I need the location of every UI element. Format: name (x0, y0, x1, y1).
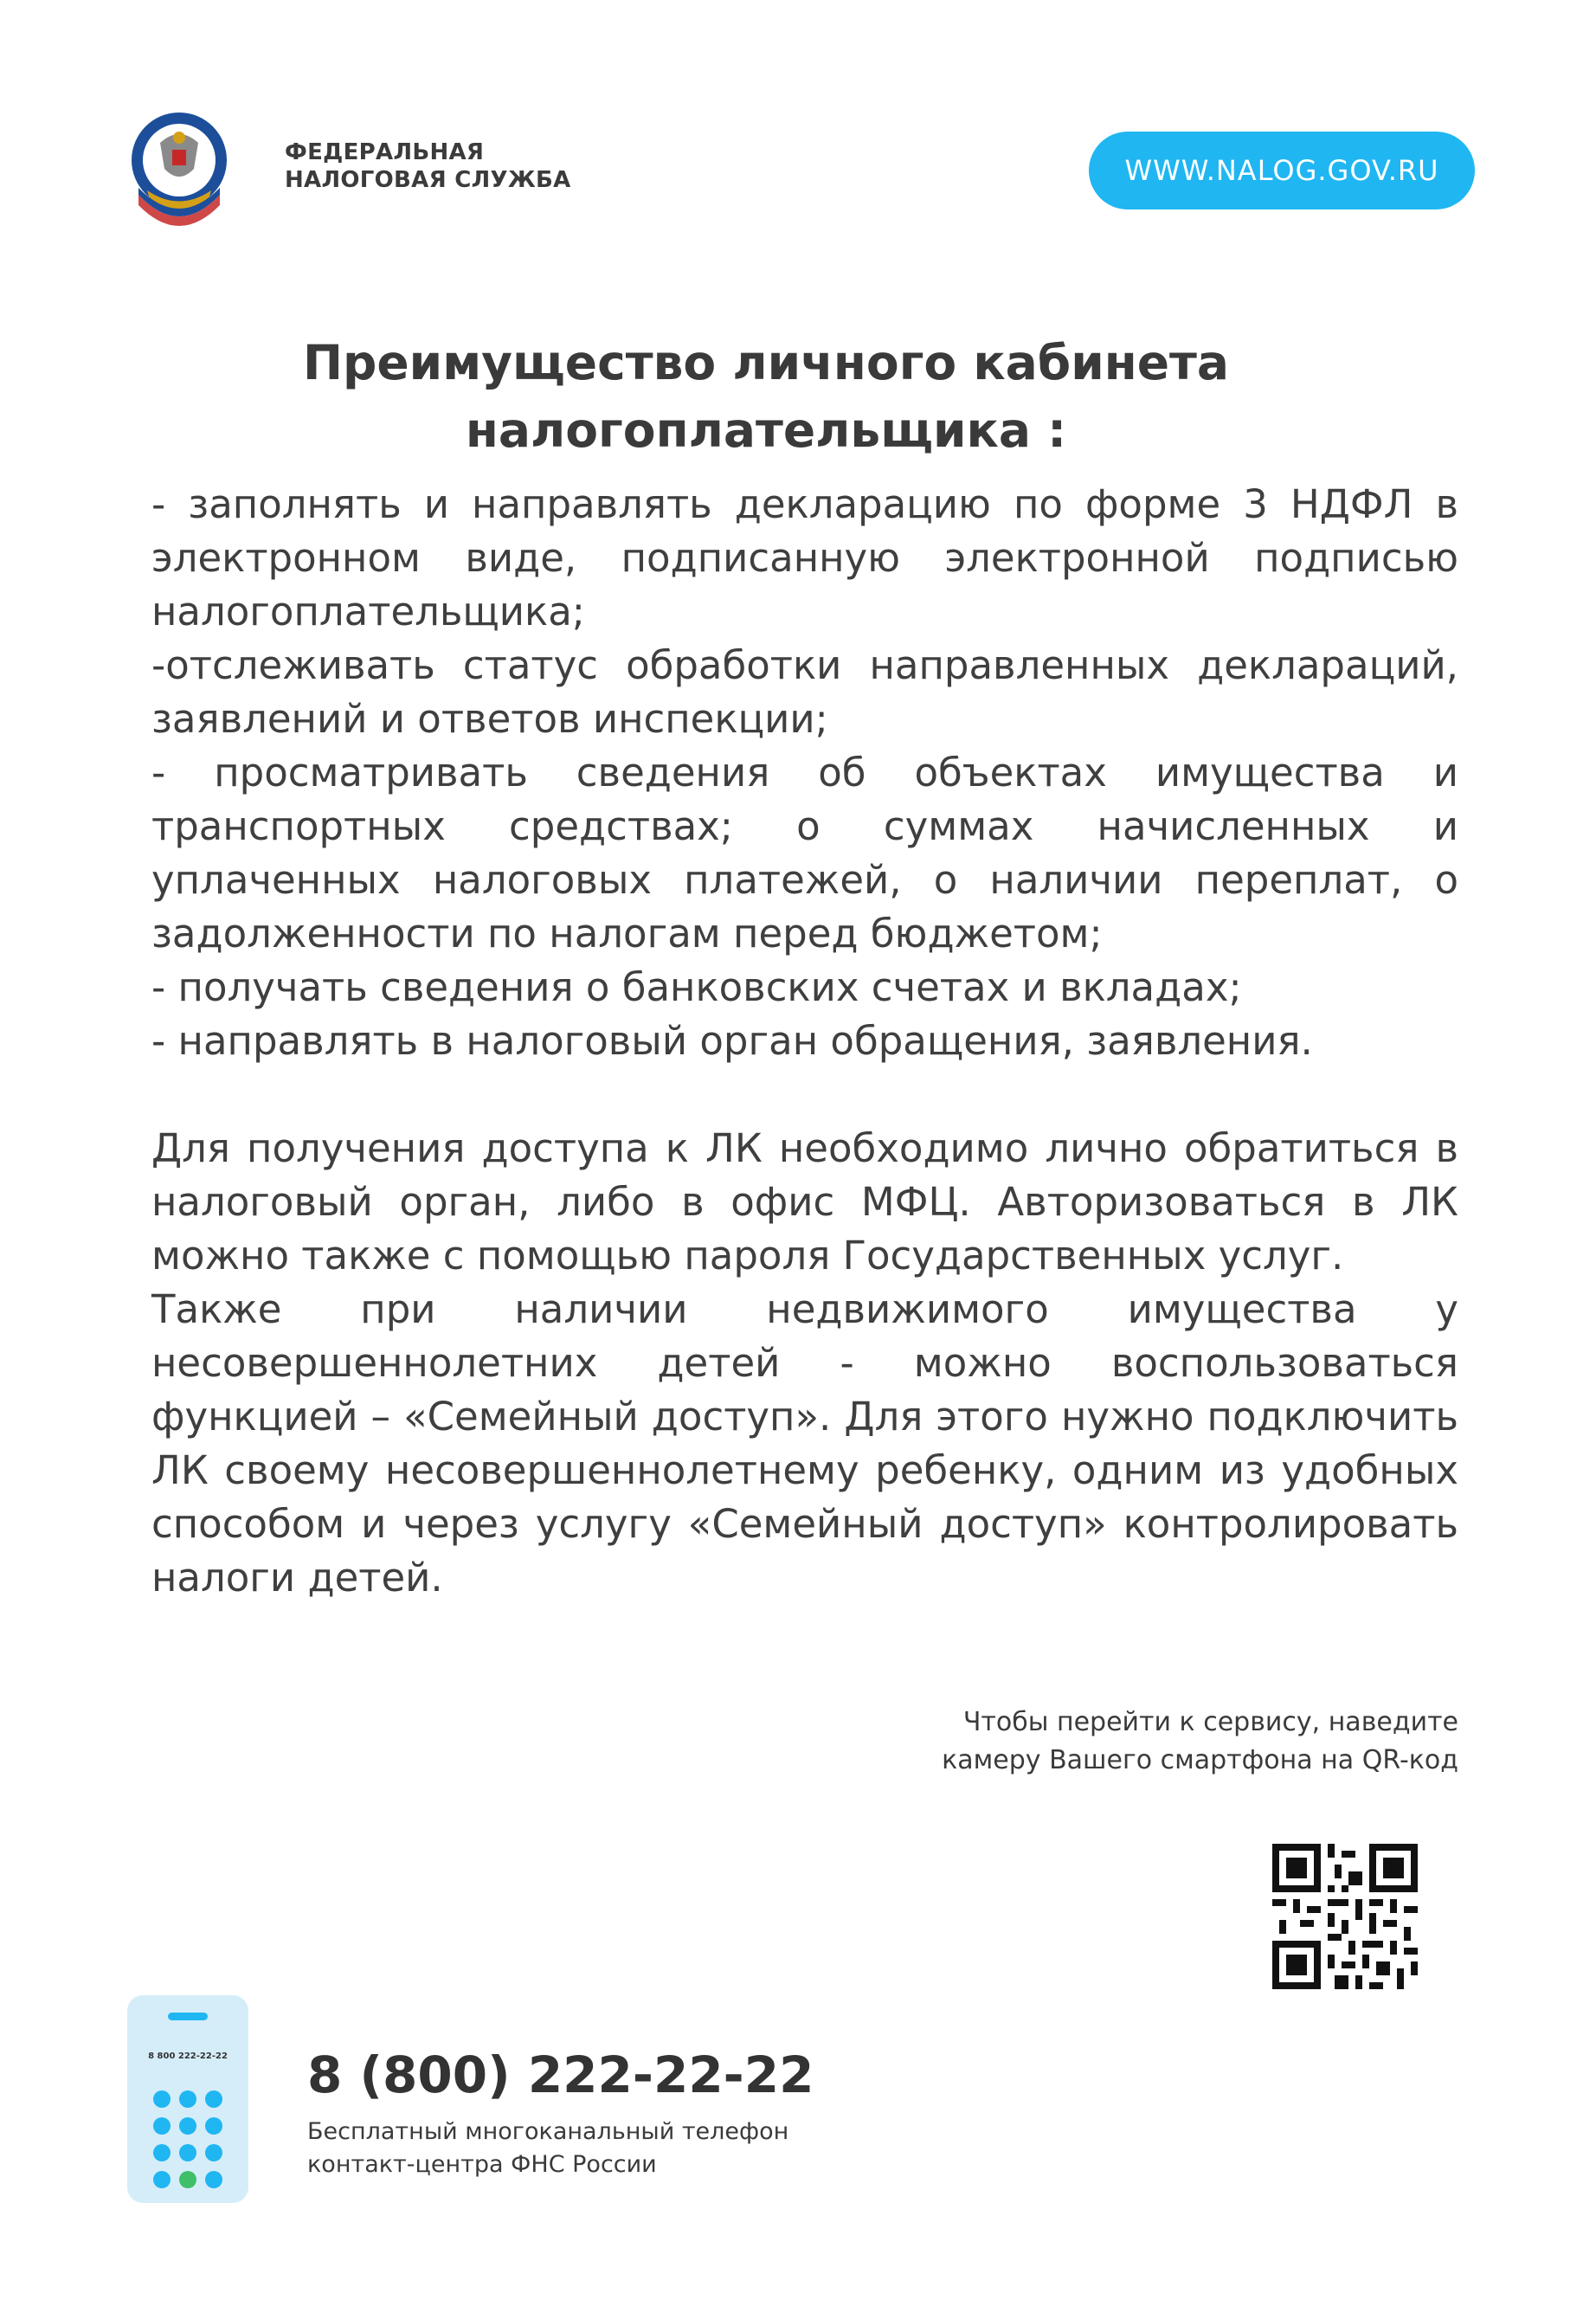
keypad (153, 2090, 222, 2188)
family-access-paragraph: Также при наличии недвижимого имущества у несовершеннолетних детей - можно воспользоваться функцией – «Семейный доступ». Для этого нужно подключить ЛК своему несовершеннолетнему ребенку, одним из удобных способом и через услугу «Семейный доступ» контролировать налоги детей. (151, 1286, 1458, 1601)
org-name-line2: НАЛОГОВАЯ СЛУЖБА (285, 167, 571, 193)
qr-note (779, 1704, 1458, 1780)
org-name-line1: ФЕДЕРАЛЬНАЯ (285, 139, 485, 165)
keypad-call-dot (179, 2171, 196, 2188)
phone-card-number: 8 800 222-22-22 (148, 2052, 228, 2061)
keypad-dot (205, 2090, 222, 2108)
website-link-button[interactable]: WWW.NALOG.GOV.RU (1089, 132, 1475, 209)
benefit-item-status: -отслеживать статус обработки направленных деклараций, заявлений и ответов инспекции; (151, 642, 1458, 742)
benefit-item-declaration: - заполнять и направлять декларацию по форме 3 НДФЛ в электронном виде, подписанную электронной подписью налогоплательщика; (151, 481, 1458, 634)
qr-code-icon[interactable] (1272, 1844, 1418, 1989)
benefit-item-bank: - получать сведения о банковских счетах и вкладах; (151, 964, 1242, 1010)
benefit-item-appeals: - направлять в налоговый орган обращения, заявления. (151, 1018, 1313, 1064)
keypad-dot (179, 2117, 196, 2135)
hotline-caption-line1: Бесплатный многоканальный телефон (307, 2118, 789, 2145)
qr-note-line1: Чтобы перейти к сервису, наведите (962, 1707, 1458, 1737)
page-title (216, 329, 1316, 464)
fns-emblem-icon (130, 108, 229, 242)
hotline-caption (307, 2116, 788, 2181)
keypad-dot (205, 2171, 222, 2188)
hotline-caption-line2: контакт-центра ФНС России (307, 2151, 657, 2178)
benefit-item-property: - просматривать сведения об объектах имущества и транспортных средствах; о суммах начисленных и уплаченных налоговых платежей, о наличии переплат, о задолженности по налогам перед бюджетом; (151, 750, 1458, 957)
title-line2: налогоплательщика : (465, 403, 1067, 458)
keypad-dot (153, 2090, 171, 2108)
phone-keypad-icon (127, 1995, 248, 2203)
qr-note-line2: камеру Вашего смартфона на QR-код (942, 1745, 1458, 1775)
keypad-dot (205, 2117, 222, 2135)
keypad-dot (153, 2171, 171, 2188)
title-line1: Преимущество личного кабинета (302, 335, 1230, 390)
keypad-dot (179, 2090, 196, 2108)
access-paragraph: Для получения доступа к ЛК необходимо лично обратиться в налоговый орган, либо в офис МФЦ. Авторизоваться в ЛК можно также с помощью пароля Государственных услуг. (151, 1125, 1458, 1279)
hotline-number[interactable]: 8 (800) 222-22-22 (307, 2045, 814, 2104)
keypad-dot (205, 2144, 222, 2161)
org-name (285, 138, 571, 194)
keypad-dot (153, 2144, 171, 2161)
paragraph-gap (151, 1068, 1458, 1122)
keypad-dot (179, 2144, 196, 2161)
keypad-dot (153, 2117, 171, 2135)
phone-notch (168, 2013, 208, 2020)
body-text (151, 478, 1458, 1605)
